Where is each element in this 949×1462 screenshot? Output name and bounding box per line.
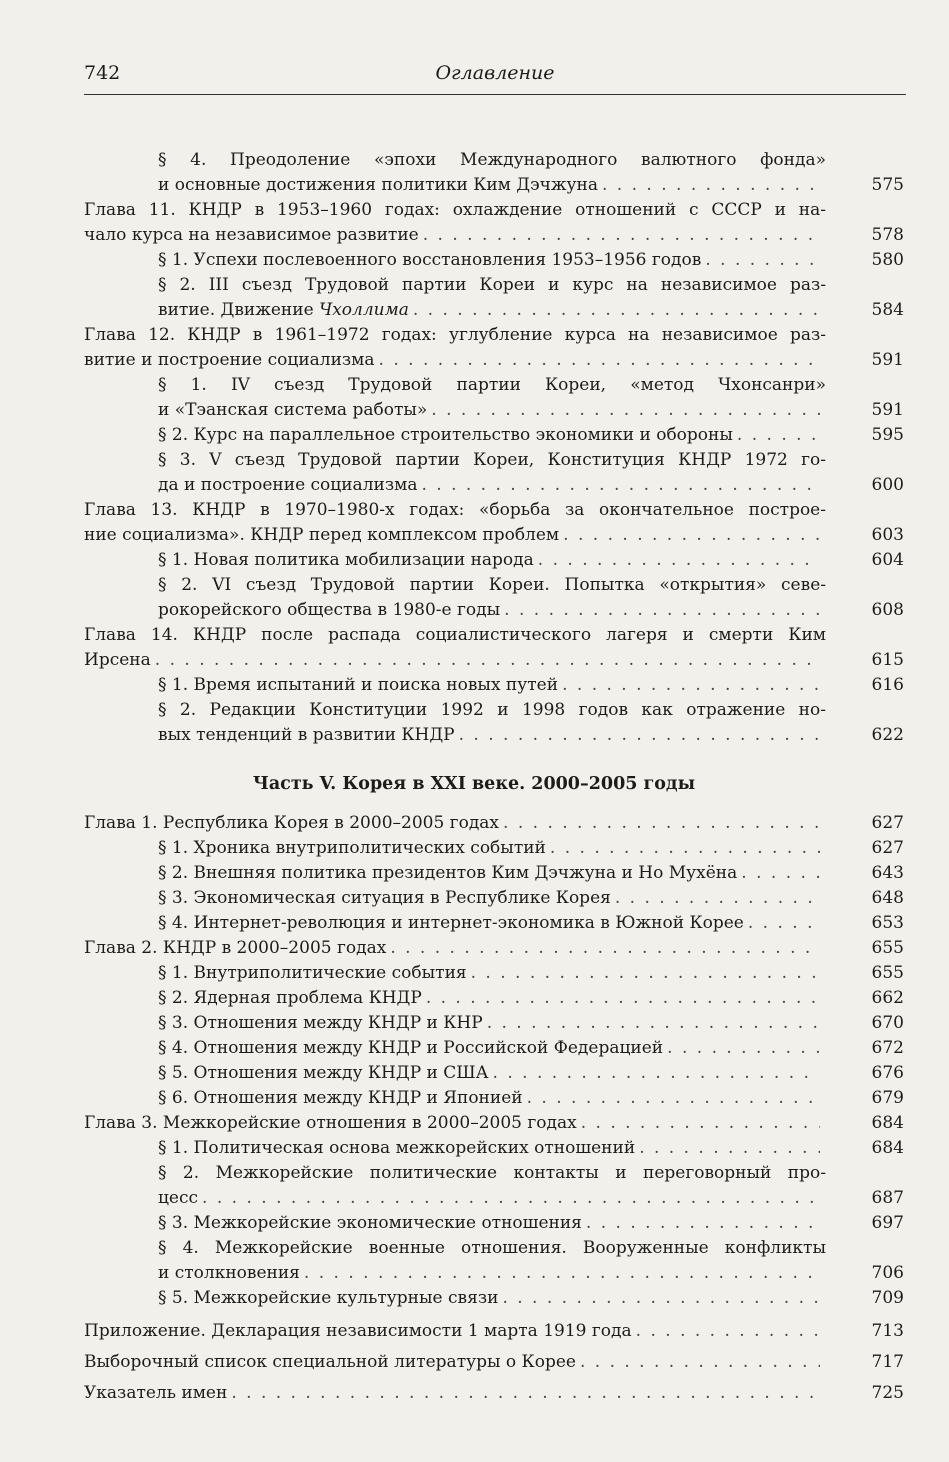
toc-entry-line: § 2. Редакции Конституции 1992 и 1998 годов как отражение но- xyxy=(158,700,826,720)
toc-entry-title: § 4. Отношения между КНДР и Российской Федерацией xyxy=(158,1038,664,1058)
toc-section-entry xyxy=(84,573,904,623)
toc-entry-title: § 2. Ядерная проблема КНДР xyxy=(158,988,422,1008)
toc-page-number: 655 xyxy=(871,938,904,958)
toc-page-number: 684 xyxy=(871,1113,904,1133)
toc-page-number: 591 xyxy=(871,400,904,420)
toc-page-number: 627 xyxy=(871,838,904,858)
toc-page-number: 584 xyxy=(871,300,904,320)
toc-entry-title: Приложение. Декларация независимости 1 марта 1919 года xyxy=(84,1321,632,1341)
toc-entry-title: и столкновения xyxy=(158,1263,300,1283)
leader-dots xyxy=(423,223,820,248)
leader-dots xyxy=(741,861,820,886)
toc-section-entry xyxy=(84,1161,904,1211)
toc-entry-title: чало курса на независимое развитие xyxy=(84,225,419,245)
toc-chapter-entry xyxy=(84,198,904,248)
toc-section-entry xyxy=(84,698,904,748)
toc-entry-line: § 3. V съезд Трудовой партии Кореи, Конституция КНДР 1972 го- xyxy=(158,450,826,470)
part-title: Часть V. Корея в XXI веке. 2000–2005 годы xyxy=(252,774,696,794)
toc-entry-line: Глава 12. КНДР в 1961–1972 годах: углубление курса на независимое раз- xyxy=(84,325,826,345)
leader-dots xyxy=(581,1111,820,1136)
toc-page-number: 608 xyxy=(871,600,904,620)
toc-entry-title: § 5. Межкорейские культурные связи xyxy=(158,1288,499,1308)
toc-section-entry xyxy=(84,148,904,198)
leader-dots xyxy=(202,1186,820,1211)
toc-page-number: 662 xyxy=(871,988,904,1008)
leader-dots xyxy=(413,298,820,323)
toc-list-part-iv xyxy=(84,148,904,748)
leader-dots xyxy=(504,598,820,623)
toc-page-number: 615 xyxy=(871,650,904,670)
toc-page-number: 706 xyxy=(871,1263,904,1283)
toc-chapter-entry xyxy=(84,1381,904,1406)
toc-page-number: 580 xyxy=(871,250,904,270)
leader-dots xyxy=(459,723,820,748)
toc-entry-title: § 1. Политическая основа межкорейских отношений xyxy=(158,1138,636,1158)
toc-entry-title: § 4. Интернет-революция и интернет-экономика в Южной Корее xyxy=(158,913,744,933)
toc-section-entry xyxy=(84,1236,904,1286)
leader-dots xyxy=(602,173,820,198)
toc-entry-title: и основные достижения политики Ким Дэчжуна xyxy=(158,175,598,195)
leader-dots xyxy=(487,1011,820,1036)
toc-page-number: 653 xyxy=(871,913,904,933)
leader-dots xyxy=(563,523,820,548)
leader-dots xyxy=(550,836,820,861)
toc-entry-title: § 1. Новая политика мобилизации народа xyxy=(158,550,534,570)
toc-section-entry xyxy=(84,986,904,1011)
toc-entry-title: Глава 1. Республика Корея в 2000–2005 годах xyxy=(84,813,500,833)
toc-entry-line: § 1. IV съезд Трудовой партии Кореи, «метод Чхонсанри» xyxy=(158,375,826,395)
leader-dots xyxy=(527,1086,820,1111)
toc-section-entry xyxy=(84,248,904,273)
toc-entry-title: витие. Движение Чхоллима xyxy=(158,300,409,320)
toc-entry-title: § 3. Отношения между КНДР и КНР xyxy=(158,1013,483,1033)
toc-page-number: 622 xyxy=(871,725,904,745)
toc-section-entry xyxy=(84,1286,904,1311)
toc-entry-line: Глава 14. КНДР после распада социалистического лагеря и смерти Ким xyxy=(84,625,826,645)
leader-dots xyxy=(580,1350,820,1375)
toc-section-entry xyxy=(84,373,904,423)
leader-dots xyxy=(615,886,820,911)
page-header xyxy=(84,58,906,95)
leader-dots xyxy=(502,1286,820,1311)
toc-list-back-matter xyxy=(84,1319,904,1406)
toc-page-number: 578 xyxy=(871,225,904,245)
running-title: Оглавление xyxy=(435,62,555,84)
toc-entry-title: § 1. Успехи послевоенного восстановления 1953–1956 годов xyxy=(158,250,702,270)
leader-dots xyxy=(748,911,820,936)
toc-page-number: 713 xyxy=(871,1321,904,1341)
toc-page-number: 643 xyxy=(871,863,904,883)
toc-chapter-entry xyxy=(84,1350,904,1375)
toc-section-entry xyxy=(84,1061,904,1086)
toc-entry-title: § 2. Внешняя политика президентов Ким Дэчжуна и Но Мухёна xyxy=(158,863,738,883)
leader-dots xyxy=(231,1381,820,1406)
toc-entry-title: § 1. Хроника внутриполитических событий xyxy=(158,838,546,858)
toc-page-number: 670 xyxy=(871,1013,904,1033)
toc-section-entry xyxy=(84,836,904,861)
toc-page-number: 648 xyxy=(871,888,904,908)
toc-entry-line: § 2. III съезд Трудовой партии Кореи и курс на независимое раз- xyxy=(158,275,826,295)
leader-dots xyxy=(562,673,820,698)
page-number: 742 xyxy=(84,62,121,84)
toc-chapter-entry xyxy=(84,936,904,961)
leader-dots xyxy=(737,423,820,448)
toc-page-number: 600 xyxy=(871,475,904,495)
leader-dots xyxy=(538,548,820,573)
toc-chapter-entry xyxy=(84,1319,904,1344)
toc-page-number: 616 xyxy=(871,675,904,695)
toc-section-entry xyxy=(84,1136,904,1161)
leader-dots xyxy=(636,1319,820,1344)
toc-entry-title: Глава 3. Межкорейские отношения в 2000–2005 годах xyxy=(84,1113,577,1133)
toc-entry-line: Глава 13. КНДР в 1970–1980-х годах: «борьба за окончательное построе- xyxy=(84,500,826,520)
toc-page-number: 717 xyxy=(871,1352,904,1372)
toc-page-number: 627 xyxy=(871,813,904,833)
toc-chapter-entry xyxy=(84,498,904,548)
toc-entry-title: цесс xyxy=(158,1188,199,1208)
toc-entry-title: да и построение социализма xyxy=(158,475,418,495)
toc-entry-line: Глава 11. КНДР в 1953–1960 годах: охлаждение отношений с СССР и на- xyxy=(84,200,826,220)
toc-section-entry xyxy=(84,861,904,886)
toc-section-entry xyxy=(84,886,904,911)
toc-entry-title: ние социализма». КНДР перед комплексом проблем xyxy=(84,525,560,545)
leader-dots xyxy=(155,648,820,673)
toc-section-entry xyxy=(84,1011,904,1036)
toc-section-entry xyxy=(84,1036,904,1061)
toc-entry-line: § 2. VI съезд Трудовой партии Кореи. Попытка «открытия» севе- xyxy=(158,575,826,595)
toc-entry-title: § 1. Время испытаний и поиска новых путей xyxy=(158,675,559,695)
toc-entry-title: Указатель имен xyxy=(84,1383,228,1403)
toc-entry-title: § 2. Курс на параллельное строительство экономики и обороны xyxy=(158,425,733,445)
toc-entry-title: § 3. Межкорейские экономические отношения xyxy=(158,1213,582,1233)
leader-dots xyxy=(390,936,820,961)
toc-page-number: 591 xyxy=(871,350,904,370)
toc-page-number: 672 xyxy=(871,1038,904,1058)
table-of-contents xyxy=(84,148,904,1406)
leader-dots xyxy=(639,1136,820,1161)
leader-dots xyxy=(667,1036,820,1061)
toc-entry-title: § 3. Экономическая ситуация в Республике Корея xyxy=(158,888,611,908)
toc-section-entry xyxy=(84,423,904,448)
toc-page-number: 655 xyxy=(871,963,904,983)
toc-section-entry xyxy=(84,961,904,986)
toc-section-entry xyxy=(84,548,904,573)
toc-section-entry xyxy=(84,911,904,936)
toc-entry-title: вых тенденций в развитии КНДР xyxy=(158,725,455,745)
toc-page-number: 709 xyxy=(871,1288,904,1308)
toc-entry-line: § 4. Межкорейские военные отношения. Вооруженные конфликты xyxy=(158,1238,826,1258)
toc-entry-line: § 4. Преодоление «эпохи Международного валютного фонда» xyxy=(158,150,826,170)
toc-entry-title: § 6. Отношения между КНДР и Японией xyxy=(158,1088,523,1108)
toc-section-entry xyxy=(84,273,904,323)
toc-section-entry xyxy=(84,673,904,698)
toc-entry-line: § 2. Межкорейские политические контакты и переговорный про- xyxy=(158,1163,826,1183)
toc-page-number: 604 xyxy=(871,550,904,570)
toc-page-number: 595 xyxy=(871,425,904,445)
toc-section-entry xyxy=(84,1086,904,1111)
toc-entry-title: § 5. Отношения между КНДР и США xyxy=(158,1063,489,1083)
toc-page-number: 697 xyxy=(871,1213,904,1233)
toc-chapter-entry xyxy=(84,623,904,673)
toc-entry-title: Выборочный список специальной литературы о Корее xyxy=(84,1352,576,1372)
toc-page-number: 725 xyxy=(871,1383,904,1403)
leader-dots xyxy=(586,1211,820,1236)
toc-entry-title: Глава 2. КНДР в 2000–2005 годах xyxy=(84,938,387,958)
toc-entry-title: Ирсена xyxy=(84,650,151,670)
toc-section-entry xyxy=(84,1211,904,1236)
toc-chapter-entry xyxy=(84,1111,904,1136)
toc-chapter-entry xyxy=(84,811,904,836)
toc-page-number: 575 xyxy=(871,175,904,195)
leader-dots xyxy=(304,1261,820,1286)
toc-page-number: 679 xyxy=(871,1088,904,1108)
leader-dots xyxy=(379,348,820,373)
toc-list-part-v xyxy=(84,811,904,1311)
leader-dots xyxy=(431,398,820,423)
toc-page-number: 684 xyxy=(871,1138,904,1158)
toc-page-number: 603 xyxy=(871,525,904,545)
leader-dots xyxy=(471,961,820,986)
toc-page-number: 676 xyxy=(871,1063,904,1083)
toc-entry-title: рокорейского общества в 1980-е годы xyxy=(158,600,501,620)
leader-dots xyxy=(421,473,820,498)
toc-section-entry xyxy=(84,448,904,498)
toc-entry-title: витие и построение социализма xyxy=(84,350,375,370)
toc-entry-title: и «Тэанская система работы» xyxy=(158,400,428,420)
toc-page-number: 687 xyxy=(871,1188,904,1208)
toc-chapter-entry xyxy=(84,323,904,373)
leader-dots xyxy=(493,1061,820,1086)
leader-dots xyxy=(426,986,820,1011)
leader-dots xyxy=(503,811,820,836)
toc-entry-title: § 1. Внутриполитические события xyxy=(158,963,467,983)
leader-dots xyxy=(705,248,820,273)
